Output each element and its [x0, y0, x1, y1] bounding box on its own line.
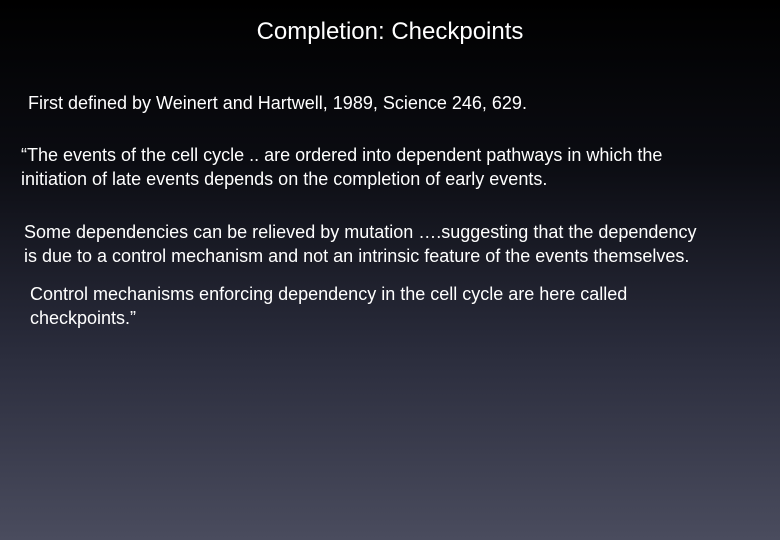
text-line: “The events of the cell cycle .. are ordered into dependent pathways in which the — [21, 145, 663, 165]
text-line: is due to a control mechanism and not an intrinsic feature of the events themselves. — [24, 246, 690, 266]
citation-paragraph — [28, 91, 527, 115]
quote-paragraph-1 — [21, 143, 662, 191]
slide-title: Completion: Checkpoints — [256, 18, 524, 45]
quote-paragraph-2 — [24, 220, 696, 268]
text-line: First defined by Weinert and Hartwell, 1989, Science 246, 629. — [28, 93, 527, 113]
text-line: Some dependencies can be relieved by mutation ….suggesting that the dependency — [24, 222, 697, 242]
text-line: initiation of late events depends on the completion of early events. — [21, 169, 548, 189]
text-line: checkpoints.” — [30, 308, 137, 328]
quote-paragraph-3 — [30, 282, 627, 330]
text-line: Control mechanisms enforcing dependency in the cell cycle are here called — [30, 284, 628, 304]
